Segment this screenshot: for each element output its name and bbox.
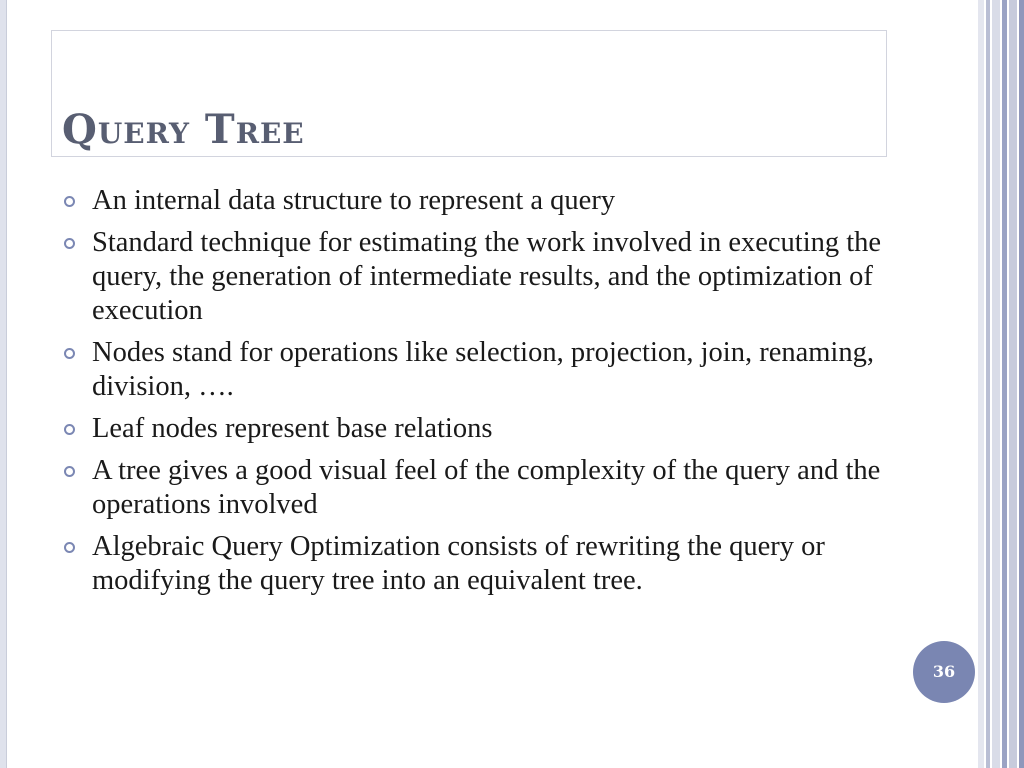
bullet-ring-icon (64, 466, 75, 477)
stripe (1009, 0, 1017, 768)
bullet-text: Standard technique for estimating the work involved in executing the query, the generation of intermediate results, and the optimization of execution (92, 227, 882, 326)
list-item (62, 336, 888, 404)
list-item (62, 184, 888, 218)
page-number-badge: 36 (913, 641, 975, 703)
left-edge-decoration (0, 0, 7, 768)
list-item (62, 226, 888, 328)
stripe (992, 0, 1000, 768)
list-item (62, 530, 888, 598)
stripe (978, 0, 984, 768)
right-stripe-decoration (978, 0, 1024, 768)
bullet-text: Leaf nodes represent base relations (92, 413, 493, 444)
stripe (1002, 0, 1007, 768)
bullet-text: Nodes stand for operations like selection, projection, join, renaming, division, …. (92, 337, 874, 402)
bullet-ring-icon (64, 424, 75, 435)
bullet-text: An internal data structure to represent a query (92, 185, 616, 216)
bullet-text: Algebraic Query Optimization consists of rewriting the query or modifying the query tree into an equivalent tree. (92, 531, 825, 596)
bullet-text: A tree gives a good visual feel of the complexity of the query and the operations involved (92, 455, 881, 520)
slide-title: Query Tree (62, 106, 305, 153)
list-item (62, 454, 888, 522)
stripe (986, 0, 990, 768)
bullet-ring-icon (64, 238, 75, 249)
stripe (1019, 0, 1024, 768)
bullet-ring-icon (64, 348, 75, 359)
list-item (62, 412, 888, 446)
bullet-list (62, 184, 888, 606)
bullet-ring-icon (64, 196, 75, 207)
bullet-ring-icon (64, 542, 75, 553)
